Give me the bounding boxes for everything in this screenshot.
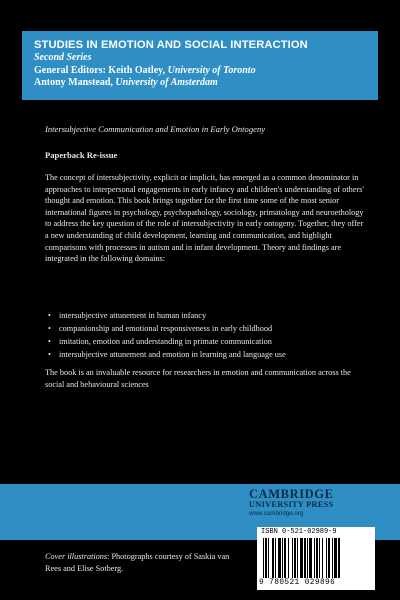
list-item: • intersubjective attunement in human infancy [45, 309, 365, 322]
domains-list [45, 309, 365, 361]
list-item: • intersubjective attunement and emotion in learning and language use [45, 348, 365, 361]
isbn-barcode-box [257, 527, 375, 590]
book-title: Intersubjective Communication and Emotion in Early Ontogeny [45, 124, 266, 134]
editor1-affiliation: University of Toronto [167, 65, 256, 76]
publisher-url: www.cambridge.org [249, 510, 304, 517]
isbn-label: ISBN 0-521-02989-9 [261, 528, 337, 536]
second-editor-line [34, 77, 366, 89]
publisher-subname: UNIVERSITY PRESS [249, 500, 334, 509]
barcode-digits: 9 780521 029896 [259, 579, 336, 587]
publisher-logo [249, 488, 374, 518]
series-title: STUDIES IN EMOTION AND SOCIAL INTERACTION [34, 39, 308, 51]
closing-paragraph: The book is an invaluable resource for researchers in emotion and communication across the social and behavioural sciences [45, 368, 351, 389]
cover-credit-text: : Photographs courtesy of Saskia van Rees and Elise Sotberg. [45, 552, 230, 573]
description-paragraph: The concept of intersubjectivity, explicit or implicit, has emerged as a common denominator in approaches to interpersonal engagements in early infancy and children's understanding of others' thought and emotion. This book brings together for the first time some of the most senior international figures in psychology, psychopathology, sociology, primatology and neuroethology to address the key question of the role of intersubjectivity in early ontogeny. Together, they offer a new understanding of child development, learning and communication, and highlight comparisons with processes in autism and in infant development. Theory and findings are integrated in the following domains: [45, 173, 364, 264]
series-band [22, 31, 378, 100]
editors-label: General Editors: Keith Oatley, [34, 65, 168, 76]
editor2-affiliation: University of Amsterdam [115, 77, 218, 88]
publisher-name: CAMBRIDGE [249, 487, 334, 501]
list-item: • companionship and emotional responsiveness in early childhood [45, 322, 365, 335]
barcode-icon [261, 538, 371, 579]
cover-credit [45, 551, 245, 574]
general-editors-line [34, 65, 366, 77]
cover-credit-label: Cover illustrations [45, 552, 108, 561]
reissue-label: Paperback Re-issue [45, 150, 118, 160]
editor2-name: Antony Manstead, [34, 77, 116, 88]
list-item: • imitation, emotion and understanding in primate communication [45, 335, 365, 348]
series-subtitle: Second Series [34, 52, 92, 63]
